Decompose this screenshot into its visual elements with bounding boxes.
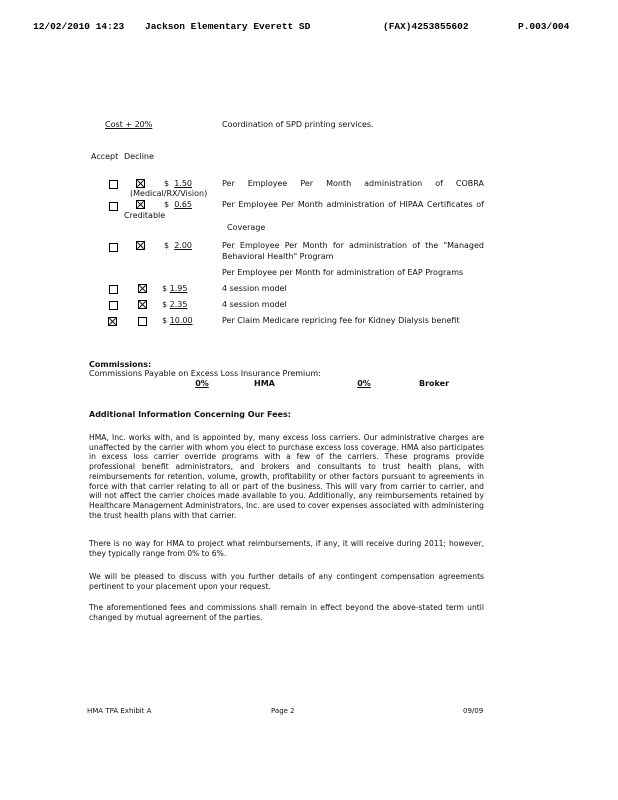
decline-checkbox[interactable] xyxy=(136,179,145,188)
currency-symbol: $ xyxy=(164,241,170,250)
price-amount: 1.50 xyxy=(174,179,192,188)
price xyxy=(162,300,187,309)
decline-checkbox[interactable] xyxy=(136,241,145,250)
price xyxy=(164,241,192,250)
hma-label: HMA xyxy=(254,379,275,388)
row-continuation: Behavioral Health" Program xyxy=(222,252,334,261)
fax-datetime: 12/02/2010 14:23 xyxy=(33,21,125,32)
row-description: 4 session model xyxy=(222,284,287,293)
commissions-heading: Commissions: xyxy=(89,360,152,369)
additional-paragraph-4: The aforementioned fees and commissions shall remain in effect beyond the above-stated term until changed by mutual agreement of the parties. xyxy=(89,603,484,622)
price-amount: 2.35 xyxy=(169,300,188,309)
broker-commission-pct: 0% xyxy=(357,379,371,388)
footer-page: Page 2 xyxy=(271,707,295,715)
currency-symbol: $ xyxy=(162,284,168,293)
decline-checkbox[interactable] xyxy=(138,317,147,326)
price-amount: 10.00 xyxy=(169,316,193,325)
accept-checkbox[interactable] xyxy=(109,285,118,294)
accept-checkbox[interactable] xyxy=(108,317,117,326)
price xyxy=(162,316,193,325)
accept-column-header: Accept xyxy=(91,152,119,161)
row-description: Per Employee Per Month administration of COBRA xyxy=(222,179,484,188)
currency-symbol: $ xyxy=(164,200,170,209)
partial-cost: Cost + 20% xyxy=(105,120,153,129)
fax-page-number: P.003/004 xyxy=(518,21,570,32)
accept-checkbox[interactable] xyxy=(109,180,118,189)
partial-desc: Coordination of SPD printing services. xyxy=(222,120,374,129)
decline-checkbox[interactable] xyxy=(138,284,147,293)
price xyxy=(164,200,192,209)
accept-checkbox[interactable] xyxy=(109,243,118,252)
accept-checkbox[interactable] xyxy=(109,301,118,310)
price xyxy=(162,284,187,293)
price-amount: 1.95 xyxy=(169,284,188,293)
decline-column-header: Decline xyxy=(124,152,154,161)
price-amount: 2.00 xyxy=(174,241,192,250)
footer-exhibit: HMA TPA Exhibit A xyxy=(87,707,152,715)
row-description: Per Employee Per Month for administration of the "Managed xyxy=(222,241,484,250)
decline-checkbox[interactable] xyxy=(138,300,147,309)
currency-symbol: $ xyxy=(162,300,168,309)
footer-date: 09/09 xyxy=(463,707,484,715)
currency-symbol: $ xyxy=(164,179,170,188)
row-continuation: Coverage xyxy=(227,223,266,232)
decline-checkbox[interactable] xyxy=(136,200,145,209)
row-description: 4 session model xyxy=(222,300,287,309)
price-amount: 0.65 xyxy=(174,200,192,209)
additional-info-heading: Additional Information Concerning Our Fees: xyxy=(89,410,291,419)
eap-row-description: Per Employee per Month for administration of EAP Programs xyxy=(222,268,464,277)
additional-paragraph-1: HMA, Inc. works with, and is appointed by, many excess loss carriers. Our administrative charges are unaffected by the carrier with whom you elect to purchase excess loss coverage. HMA also participates in excess loss carrier override programs with a few of the carriers. These programs provide professional benefit administrators, and brokers and consultants to trust health plans, with reimbursements for retention, volume, growth, profitability or other factors pursuant to agreements in force with that carrier relating to all or part of the business. This will vary from carrier to carrier, and will not affect the carrier choices made available to you. Additionally, any reimbursements retained by Healthcare Management Administrators, Inc. are used to cover expenses associated with administering the trust health plans with that carrier. xyxy=(89,433,484,520)
commissions-subheading: Commissions Payable on Excess Loss Insurance Premium: xyxy=(89,369,321,378)
additional-paragraph-2: There is no way for HMA to project what reimbursements, if any, it will receive during 2011; however, they typically range from 0% to 6%. xyxy=(89,539,484,558)
broker-label: Broker xyxy=(419,379,450,388)
row-subtext: Creditable xyxy=(124,211,166,220)
fax-sender: Jackson Elementary Everett SD xyxy=(145,21,311,32)
additional-paragraph-3: We will be pleased to discuss with you further details of any contingent compensation agreements pertinent to your placement upon your request. xyxy=(89,572,484,591)
currency-symbol: $ xyxy=(162,316,168,325)
row-description: Per Claim Medicare repricing fee for Kidney Dialysis benefit xyxy=(222,316,460,325)
row-description: Per Employee Per Month administration of HIPAA Certificates of xyxy=(222,200,484,209)
accept-checkbox[interactable] xyxy=(109,202,118,211)
fax-number: (FAX)4253855602 xyxy=(383,21,469,32)
hma-commission-pct: 0% xyxy=(195,379,209,388)
price xyxy=(164,179,192,188)
row-subtext: (Medical/RX/Vision) xyxy=(130,189,208,198)
